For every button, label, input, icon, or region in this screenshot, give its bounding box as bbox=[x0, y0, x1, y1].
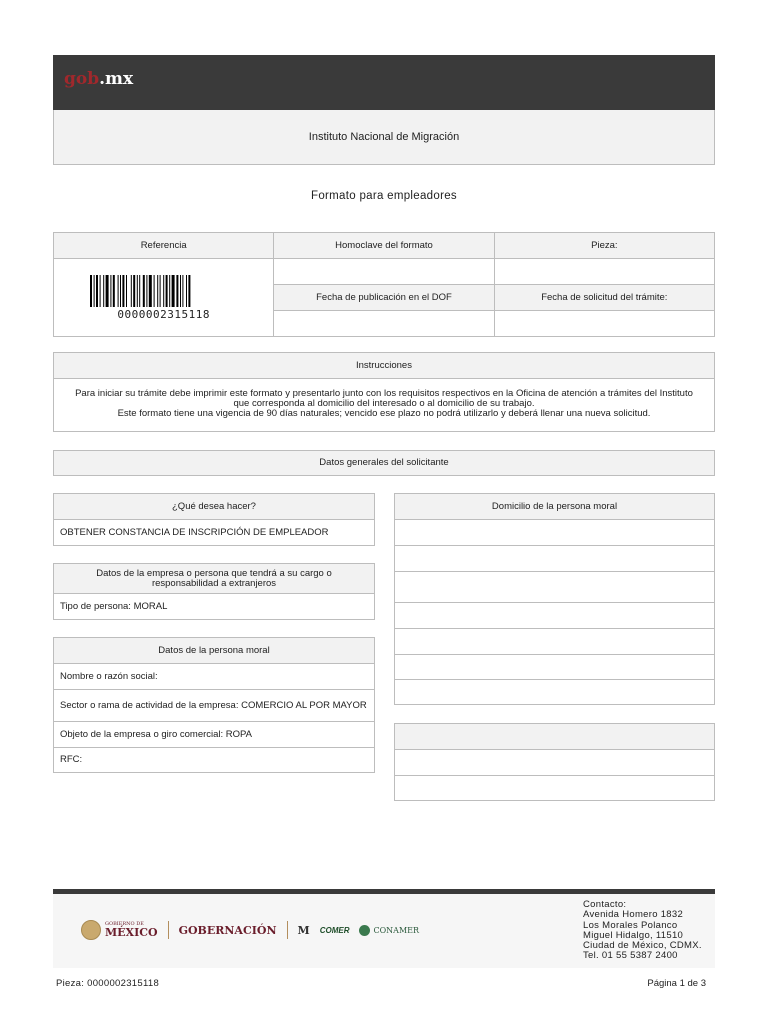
inm-logo: M bbox=[297, 923, 310, 937]
contact-line: Contacto: bbox=[583, 899, 627, 910]
persona-moral-title: Datos de la persona moral bbox=[54, 638, 374, 664]
barcode-bar bbox=[159, 275, 160, 307]
que-desea-title: ¿Qué desea hacer? bbox=[54, 494, 374, 520]
que-desea-section bbox=[53, 493, 375, 546]
gobierno-mexico-logo bbox=[81, 920, 158, 940]
domicilio-row bbox=[395, 655, 714, 680]
footer-logos bbox=[81, 920, 419, 940]
datos-empresa-title: Datos de la empresa o persona que tendrá a su cargo o responsabilidad a extranjeros bbox=[54, 564, 374, 594]
barcode-bar bbox=[165, 275, 167, 307]
logo-divider bbox=[287, 921, 288, 939]
barcode-bar bbox=[99, 275, 100, 307]
pieza-footer: Pieza: 0000002315118 bbox=[56, 978, 160, 989]
barcode-bar bbox=[188, 275, 190, 307]
instructions-section bbox=[53, 352, 715, 432]
barcode-bar bbox=[176, 275, 178, 307]
domicilio-row bbox=[395, 520, 714, 546]
domicilio-row bbox=[395, 680, 714, 704]
contact-line: Avenida Homero 1832 bbox=[583, 909, 684, 921]
barcode-bar bbox=[122, 275, 124, 307]
barcode-bar bbox=[136, 275, 137, 307]
barcode-bar bbox=[139, 275, 140, 307]
mexico-text: MÉXICO bbox=[105, 926, 158, 939]
logo-divider bbox=[168, 921, 169, 939]
barcode-bar bbox=[153, 275, 154, 307]
contact-line: Miguel Hidalgo, 11510 bbox=[583, 929, 684, 941]
instructions-line-1: Para iniciar su trámite debe imprimir este formato y presentarlo junto con los requisitos respectivos en la Oficina de atención a trámites del Instituto que corresponda al domicilio del interesado o al domicilio de su trabajo. bbox=[75, 388, 693, 409]
objeto-field: Objeto de la empresa o giro comercial: ROPA bbox=[54, 722, 374, 748]
barcode-bar bbox=[133, 275, 135, 307]
conamer-icon bbox=[359, 925, 370, 936]
barcode-bar bbox=[182, 275, 183, 307]
datos-generales-section bbox=[53, 450, 715, 476]
fecha-solicitud-header: Fecha de solicitud del trámite: bbox=[494, 285, 714, 311]
fecha-dof-header: Fecha de publicación en el DOF bbox=[274, 285, 494, 311]
persona-moral-section bbox=[53, 637, 375, 773]
barcode-bar bbox=[112, 275, 114, 307]
pieza-value bbox=[494, 259, 714, 285]
barcode-cell bbox=[54, 259, 274, 337]
tipo-persona-field: Tipo de persona: MORAL bbox=[60, 600, 168, 612]
contact-block bbox=[583, 900, 702, 962]
barcode-bar bbox=[186, 275, 187, 307]
domicilio-row bbox=[395, 572, 714, 603]
reference-table bbox=[53, 232, 715, 337]
datos-generales-title: Datos generales del solicitante bbox=[54, 451, 714, 475]
extra-row bbox=[395, 776, 714, 800]
logo-mx-text: .mx bbox=[99, 69, 134, 89]
extra-row bbox=[395, 750, 714, 776]
fecha-solicitud-value bbox=[494, 311, 714, 337]
page-number: Página 1 de 3 bbox=[647, 978, 706, 989]
gobernacion-logo: GOBERNACIÓN bbox=[178, 923, 277, 937]
instructions-title: Instrucciones bbox=[54, 353, 714, 379]
barcode-bar bbox=[117, 275, 118, 307]
barcode-number: 0000002315118 bbox=[117, 307, 210, 321]
nombre-razon-social-field: Nombre o razón social: bbox=[54, 664, 374, 690]
conamer-logo bbox=[359, 925, 419, 936]
domicilio-row bbox=[395, 629, 714, 655]
domicilio-row bbox=[395, 603, 714, 629]
sector-field: Sector o rama de actividad de la empresa: COMERCIO AL POR MAYOR bbox=[54, 690, 374, 722]
barcode-bar bbox=[126, 275, 127, 307]
gob-mx-logo[interactable] bbox=[64, 69, 133, 89]
barcode-bar bbox=[180, 275, 181, 307]
mexico-seal-icon bbox=[81, 920, 101, 940]
barcode-bar bbox=[93, 275, 94, 307]
institution-banner bbox=[53, 110, 715, 165]
que-desea-value: OBTENER CONSTANCIA DE INSCRIPCIÓN DE EMPLEADOR bbox=[60, 526, 329, 538]
contact-line: Tel. 01 55 5387 2400 bbox=[583, 950, 678, 962]
extra-section bbox=[394, 723, 715, 801]
barcode-bar bbox=[103, 275, 104, 307]
barcode-bar bbox=[110, 275, 111, 307]
barcode-bar bbox=[105, 275, 108, 307]
contact-line: Los Morales Polanco bbox=[583, 919, 678, 931]
pieza-header: Pieza: bbox=[494, 233, 714, 259]
contact-line: Ciudad de México, CDMX. bbox=[583, 940, 702, 951]
barcode-bar bbox=[120, 275, 121, 307]
barcode-bar bbox=[142, 275, 144, 307]
rfc-field: RFC: bbox=[60, 754, 83, 766]
homoclave-value bbox=[274, 259, 494, 285]
extra-section-header bbox=[395, 724, 714, 750]
gobierno-de-text: GOBIERNO DE bbox=[105, 921, 144, 927]
header-bar bbox=[53, 55, 715, 110]
logo-gob-text: gob bbox=[64, 69, 100, 89]
barcode-bar bbox=[163, 275, 164, 307]
barcode-bar bbox=[157, 275, 158, 307]
domicilio-row bbox=[395, 546, 714, 572]
instructions-body bbox=[54, 379, 714, 429]
document-title: Formato para empleadores bbox=[311, 190, 457, 202]
fecha-dof-value bbox=[274, 311, 494, 337]
barcode-bar bbox=[130, 275, 131, 307]
domicilio-section bbox=[394, 493, 715, 705]
barcode-bar bbox=[90, 275, 92, 307]
barcode-bar bbox=[169, 275, 170, 307]
instructions-line-2: Este formato tiene una vigencia de 90 días naturales; vencido ese plazo no podrá utilizarlo y deberá llenar una nueva solicitud. bbox=[117, 407, 651, 419]
barcode-bar bbox=[148, 275, 151, 307]
barcode-bar bbox=[171, 275, 174, 307]
referencia-header: Referencia bbox=[54, 233, 274, 259]
institution-name: Instituto Nacional de Migración bbox=[308, 131, 460, 143]
domicilio-title: Domicilio de la persona moral bbox=[395, 494, 714, 520]
barcode bbox=[54, 275, 273, 321]
barcode-bars bbox=[90, 275, 238, 307]
barcode-bar bbox=[146, 275, 147, 307]
conamer-text: CONAMER bbox=[373, 925, 419, 935]
homoclave-header: Homoclave del formato bbox=[274, 233, 494, 259]
barcode-bar bbox=[96, 275, 98, 307]
datos-empresa-section bbox=[53, 563, 375, 620]
comer-logo: COMER bbox=[319, 925, 350, 935]
